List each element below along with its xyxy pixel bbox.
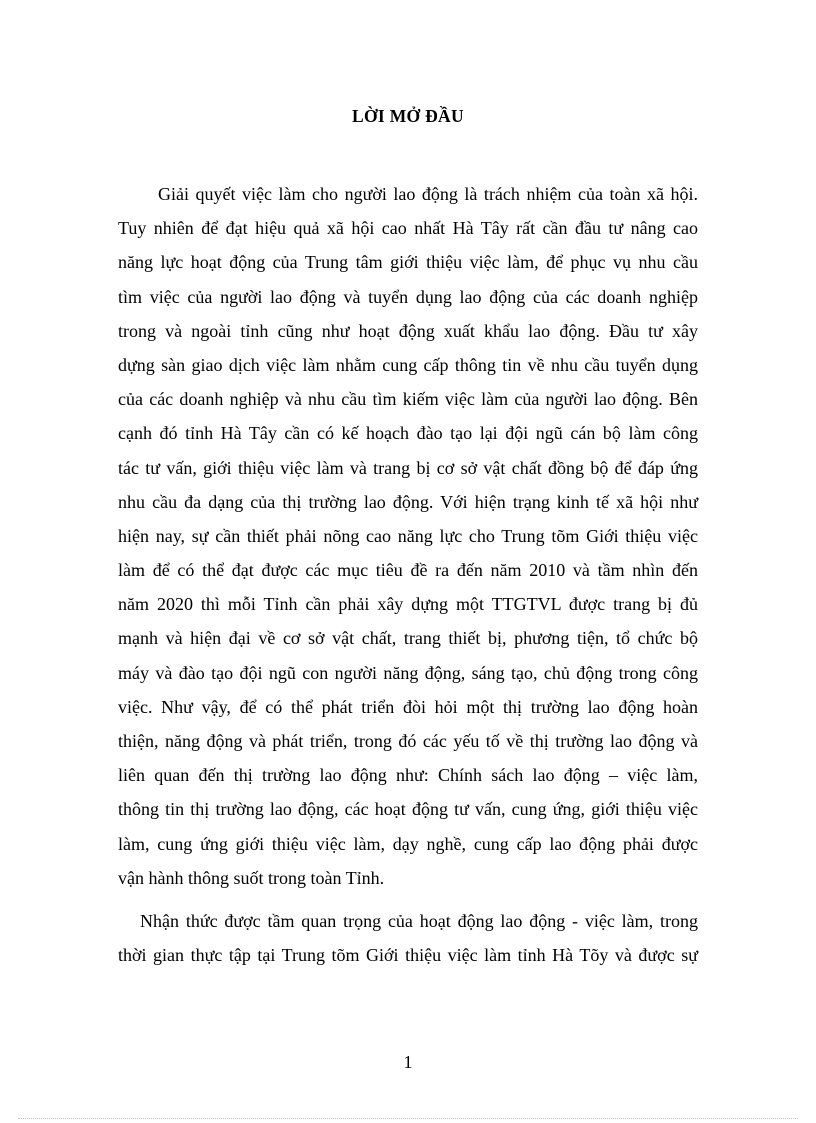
text-line: hiện nay, sự cần thiết phải nõng cao năng lực cho Trung tõm Giới thiệu việc — [118, 525, 698, 546]
text-line: tìm việc của người lao động và tuyển dụng lao động của các doanh nghiệp — [118, 286, 698, 307]
text-line: năm 2020 thì mỗi Tỉnh cần phải xây dựng một TTGTVL được trang bị đủ — [118, 594, 698, 615]
text-line: năng lực hoạt động của Trung tâm giới thiệu việc làm, để phục vụ nhu cầu — [118, 252, 698, 273]
text-line: mạnh và hiện đại về cơ sở vật chất, trang thiết bị, phương tiện, tổ chức bộ — [118, 628, 698, 649]
text-line: thông tin thị trường lao động, các hoạt động tư vấn, cung ứng, giới thiệu việc — [118, 799, 698, 820]
text-line: thiện, năng động và phát triển, trong đó các yếu tố về thị trường lao động và — [118, 731, 698, 751]
text-line: trong và ngoài tỉnh cũng như hoạt động xuất khẩu lao động. Đầu tư xây — [118, 320, 698, 341]
text-line: việc. Như vậy, để có thể phát triển đòi hỏi một thị trường lao động hoàn — [118, 696, 698, 717]
paragraph-awareness — [118, 904, 698, 972]
text-line: máy và đào tạo đội ngũ con người năng động, sáng tạo, chủ động trong công — [118, 662, 698, 683]
text-line: dựng sàn giao dịch việc làm nhằm cung cấp thông tin về nhu cầu tuyển dụng — [118, 354, 698, 375]
paragraph-intro — [118, 177, 698, 895]
text-line: làm để có thể đạt được các mục tiêu đề ra đến năm 2010 và tầm nhìn đến — [118, 560, 698, 581]
text-line: Giải quyết việc làm cho người lao động là trách nhiệm của toàn xã hội. — [158, 184, 698, 204]
text-line: cạnh đó tỉnh Hà Tây cần có kế hoạch đào tạo lại đội ngũ cán bộ làm công — [118, 423, 698, 444]
text-line: Nhận thức được tầm quan trọng của hoạt động lao động - việc làm, trong — [140, 911, 698, 931]
text-line: Tuy nhiên để đạt hiệu quả xã hội cao nhất Hà Tây rất cần đầu tư nâng cao — [118, 218, 698, 239]
text-line: của các doanh nghiệp và nhu cầu tìm kiếm việc làm của người lao động. Bên — [118, 389, 698, 410]
text-line: nhu cầu đa dạng của thị trường lao động. Với hiện trạng kinh tế xã hội như — [118, 491, 698, 512]
text-line: làm, cung ứng giới thiệu việc làm, dạy nghề, cung cấp lao động phải được — [118, 833, 698, 854]
text-line: thời gian thực tập tại Trung tõm Giới thiệu việc làm tỉnh Hà Tõy và được sự — [118, 945, 698, 966]
document-title: LỜI MỞ ĐẦU — [352, 106, 464, 126]
text-line: liên quan đến thị trường lao động như: Chính sách lao động – việc làm, — [118, 765, 698, 786]
page-number: 1 — [403, 1052, 413, 1072]
text-line: tác tư vấn, giới thiệu việc làm và trang bị cơ sở vật chất đồng bộ để đáp ứng — [118, 457, 698, 478]
page-bottom-divider — [18, 1118, 798, 1119]
text-line: vận hành thông suốt trong toàn Tỉnh. — [118, 867, 385, 888]
